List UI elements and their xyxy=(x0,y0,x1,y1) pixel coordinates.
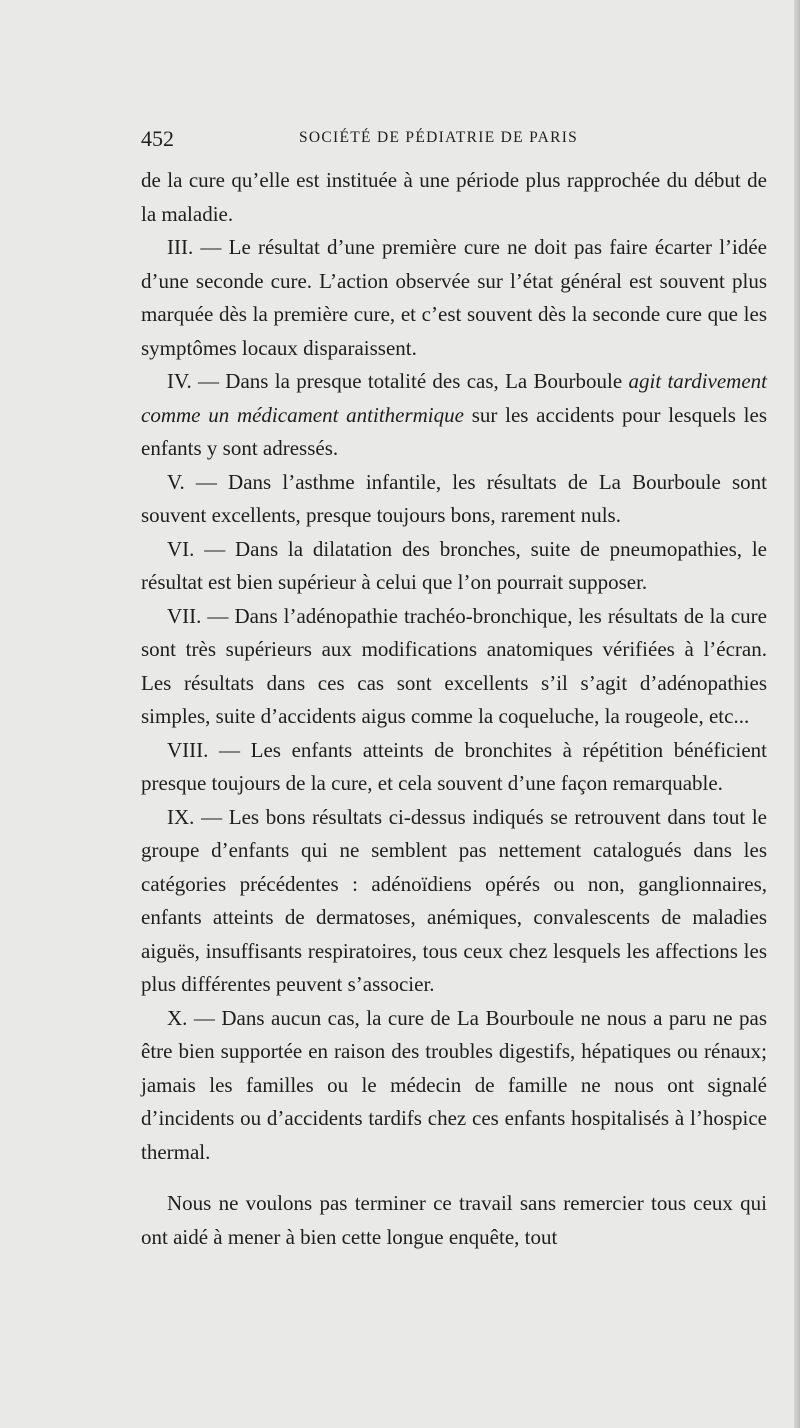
body-text xyxy=(141,164,767,1254)
page-edge xyxy=(794,0,800,1428)
paragraph-iv-emphasis: agit tardivement comme un médicament antithermique xyxy=(141,369,767,427)
running-head: SOCIÉTÉ DE PÉDIATRIE DE PARIS xyxy=(299,129,579,146)
paragraph-iv xyxy=(141,365,767,466)
paragraph-continuation: de la cure qu’elle est instituée à une période plus rapprochée du début de la maladie. xyxy=(141,168,767,226)
paragraph-v: V. — Dans l’asthme infantile, les résultats de La Bourboule sont souvent excellents, presque toujours bons, rarement nuls. xyxy=(141,469,767,527)
paragraph-ix: IX. — Les bons résultats ci-dessus indiqués se retrouvent dans tout le groupe d’enfants qui ne semblent pas nettement catalogués dans les catégories précédentes : adénoïdiens opérés ou non, ganglionnaires, enfants atteints de dermatoses, anémiques, convalescents de maladies aiguës, insuffisants respiratoires, tous ceux chez lesquels les affections les plus différentes peuvent s’associer. xyxy=(141,804,767,996)
paragraph-vii: VII. — Dans l’adénopathie trachéo-bronchique, les résultats de la cure sont très supérieurs aux modifications anatomiques vérifiées à l’écran. Les résultats dans ces cas sont excellents s’il s’agit d’adénopathies simples, suite d’accidents aigus comme la coqueluche, la rougeole, etc... xyxy=(141,603,767,728)
paragraph-vi: VI. — Dans la dilatation des bronches, suite de pneumopathies, le résultat est bien supérieur à celui que l’on pourrait supposer. xyxy=(141,536,767,594)
paragraph-iv-tail: sur les accidents pour lesquels les enfants y sont adressés. xyxy=(141,402,767,460)
paragraph-iii: III. — Le résultat d’une première cure ne doit pas faire écarter l’idée d’une seconde cure. L’action observée sur l’état général est souvent plus marquée dès la première cure, et c’est souvent dès la seconde cure que les symptômes locaux disparaissent. xyxy=(141,235,767,360)
page-number: 452 xyxy=(141,126,174,151)
page-header xyxy=(141,126,781,152)
paragraph-closing: Nous ne voulons pas terminer ce travail sans remercier tous ceux qui ont aidé à mener à bien cette longue enquête, tout xyxy=(141,1191,767,1249)
paragraph-iv-lead: IV. — Dans la presque totalité des cas, La Bourboule xyxy=(167,369,629,393)
paragraph-viii: VIII. — Les enfants atteints de bronchites à répétition bénéficient presque toujours de la cure, et cela souvent d’une façon remarquable. xyxy=(141,737,767,795)
paragraph-x: X. — Dans aucun cas, la cure de La Bourboule ne nous a paru ne pas être bien supportée en raison des troubles digestifs, hépatiques ou rénaux; jamais les familles ou le médecin de famille ne nous ont signalé d’incidents ou d’accidents tardifs chez ces enfants hospitalisés à l’hospice thermal. xyxy=(141,1005,767,1164)
